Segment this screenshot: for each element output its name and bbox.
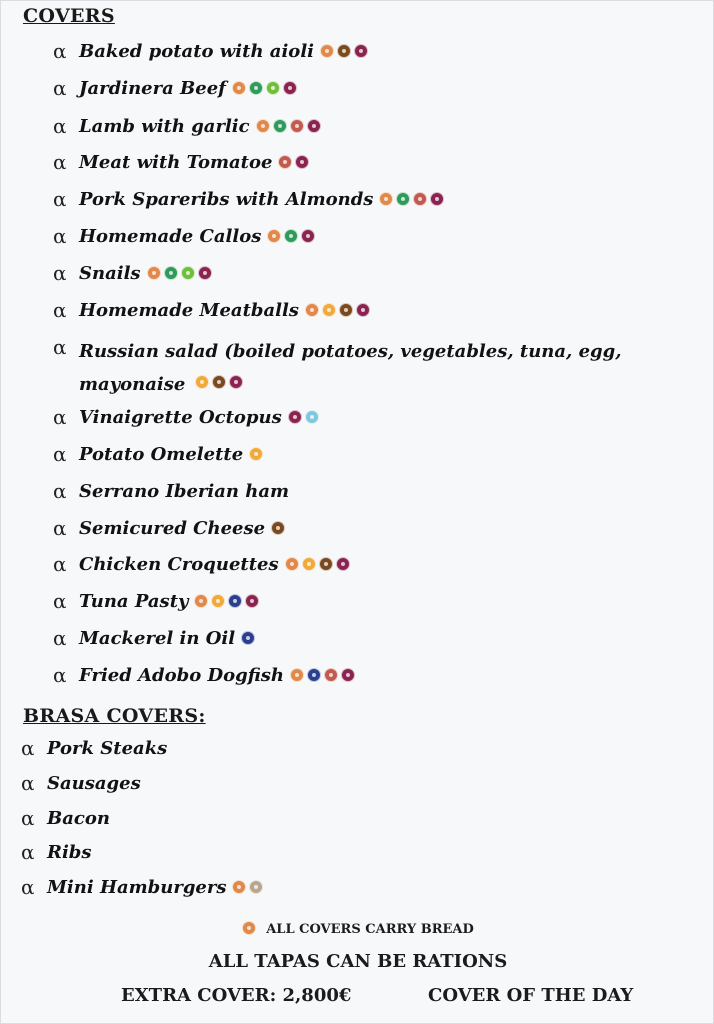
menu-item: [21, 771, 141, 795]
celery-icon: [249, 81, 263, 95]
bread-note-text: ALL COVERS CARRY BREAD: [266, 922, 474, 937]
bread-note: [1, 921, 714, 937]
allergen-icons: [147, 266, 212, 280]
menu-item: [21, 840, 92, 864]
wheat-icon: [285, 557, 299, 571]
menu-item-label: Snails: [79, 262, 141, 284]
mustard-icon: [337, 44, 351, 58]
menu-item-label: Baked potato with aioli: [79, 40, 314, 62]
menu-item-label: Homemade Meatballs: [79, 299, 299, 321]
menu-item: [21, 806, 110, 830]
celery-icon: [284, 229, 298, 243]
bullet-alpha: α: [53, 589, 67, 613]
bullet-alpha: α: [53, 150, 67, 174]
menu-item: [53, 224, 315, 248]
celery-icon: [396, 192, 410, 206]
menu-item-label: Tuna Pasty: [79, 590, 189, 612]
peanut-icon: [324, 668, 338, 682]
allergen-icons: [271, 521, 285, 535]
sulphites-icon: [245, 594, 259, 608]
bullet-alpha: α: [53, 224, 67, 248]
wheat-icon: [256, 119, 270, 133]
wheat-icon: [232, 880, 246, 894]
fish-icon: [241, 631, 255, 645]
egg-icon: [249, 447, 263, 461]
menu-item: [21, 875, 263, 899]
sulphites-icon: [283, 81, 297, 95]
cover-of-the-day: COVER OF THE DAY: [428, 985, 634, 1006]
wheat-icon: [320, 44, 334, 58]
celery-icon: [164, 266, 178, 280]
menu-item: [53, 663, 355, 687]
allergen-icons: [379, 192, 444, 206]
egg-icon: [302, 557, 316, 571]
sesame-icon: [249, 880, 263, 894]
allergen-icons: [285, 557, 350, 571]
menu-item: [53, 76, 297, 100]
bullet-alpha: α: [53, 114, 67, 138]
lupin-icon: [266, 81, 280, 95]
menu-item: [53, 114, 321, 138]
allergen-icons: [195, 375, 243, 389]
allergen-icons: [320, 44, 368, 58]
allergen-icons: [194, 594, 259, 608]
egg-icon: [211, 594, 225, 608]
bullet-alpha: α: [53, 261, 67, 285]
bullet-alpha: α: [21, 875, 35, 899]
bullet-alpha: α: [53, 442, 67, 466]
menu-item-label: Bacon: [47, 807, 110, 829]
menu-item: [53, 589, 259, 613]
menu-item: [53, 552, 350, 576]
bullet-alpha: α: [53, 626, 67, 650]
sulphites-icon: [229, 375, 243, 389]
allergen-icons: [278, 155, 309, 169]
covers-section-title: COVERS: [23, 5, 115, 27]
wheat-icon: [267, 229, 281, 243]
menu-item-label: Russian salad (boiled potatoes, vegetables, tuna, egg, mayonaise: [79, 341, 622, 395]
menu-item-label: Homemade Callos: [79, 225, 262, 247]
bullet-alpha: α: [53, 479, 67, 503]
peanut-icon: [290, 119, 304, 133]
sulphites-icon: [341, 668, 355, 682]
wheat-icon: [232, 81, 246, 95]
allergen-icons: [288, 410, 319, 424]
bullet-alpha: α: [53, 298, 67, 322]
menu-item: [53, 405, 319, 429]
menu-item-label: Pork Steaks: [47, 737, 168, 759]
sulphites-icon: [307, 119, 321, 133]
allergen-icons: [232, 81, 297, 95]
bullet-alpha: α: [21, 840, 35, 864]
menu-item: [53, 335, 639, 401]
bullet-alpha: α: [53, 552, 67, 576]
menu-item-label: Sausages: [47, 772, 141, 794]
menu-item: [53, 261, 212, 285]
menu-item: [53, 187, 444, 211]
menu-item-label: Serrano Iberian ham: [79, 480, 290, 502]
menu-item-label: Semicured Cheese: [79, 517, 266, 539]
allergen-icons: [256, 119, 321, 133]
bullet-alpha: α: [53, 335, 67, 359]
bullet-alpha: α: [53, 39, 67, 63]
wheat-icon: [242, 921, 256, 935]
sulphites-icon: [295, 155, 309, 169]
menu-item-label: Vinaigrette Octopus: [79, 406, 282, 428]
menu-item-label: Lamb with garlic: [79, 115, 250, 137]
egg-icon: [322, 303, 336, 317]
menu-item: [53, 516, 285, 540]
bullet-alpha: α: [53, 76, 67, 100]
menu-item-label: Meat with Tomatoe: [79, 151, 273, 173]
bullet-alpha: α: [21, 736, 35, 760]
menu-item: [53, 150, 309, 174]
wheat-icon: [379, 192, 393, 206]
menu-item-label: Mini Hamburgers: [47, 876, 227, 898]
allergen-icons: [249, 447, 263, 461]
peanut-icon: [413, 192, 427, 206]
sulphites-icon: [301, 229, 315, 243]
fish-icon: [307, 668, 321, 682]
allergen-icons: [305, 303, 370, 317]
menu-item-label: Ribs: [47, 841, 92, 863]
wheat-icon: [290, 668, 304, 682]
sulphites-icon: [288, 410, 302, 424]
sulphites-icon: [356, 303, 370, 317]
sulphites-icon: [354, 44, 368, 58]
lupin-icon: [181, 266, 195, 280]
brasa-section-title: BRASA COVERS:: [23, 705, 206, 727]
mustard-icon: [339, 303, 353, 317]
menu-item-label: Chicken Croquettes: [79, 553, 279, 575]
menu-item: [21, 736, 167, 760]
bullet-alpha: α: [53, 516, 67, 540]
mollusc-icon: [305, 410, 319, 424]
menu-item-label: Fried Adobo Dogfish: [79, 664, 285, 686]
bullet-alpha: α: [21, 806, 35, 830]
allergen-icons: [290, 668, 355, 682]
sulphites-icon: [198, 266, 212, 280]
allergen-icons: [232, 880, 263, 894]
egg-icon: [195, 375, 209, 389]
extra-cover-price: EXTRA COVER: 2,800€: [121, 985, 352, 1006]
allergen-icons: [241, 631, 255, 645]
menu-item: [53, 479, 289, 503]
menu-item-label: Jardinera Beef: [79, 77, 226, 99]
wheat-icon: [305, 303, 319, 317]
menu-item-label: Pork Spareribs with Almonds: [79, 188, 374, 210]
menu-item: [53, 298, 370, 322]
sulphites-icon: [430, 192, 444, 206]
celery-icon: [273, 119, 287, 133]
menu-item-label: Potato Omelette: [79, 443, 244, 465]
bullet-alpha: α: [21, 771, 35, 795]
bullet-alpha: α: [53, 405, 67, 429]
bullet-alpha: α: [53, 663, 67, 687]
fish-icon: [228, 594, 242, 608]
mustard-icon: [271, 521, 285, 535]
bullet-alpha: α: [53, 187, 67, 211]
wheat-icon: [147, 266, 161, 280]
allergen-icons: [267, 229, 315, 243]
mustard-icon: [212, 375, 226, 389]
menu-item: [53, 626, 255, 650]
peanut-icon: [278, 155, 292, 169]
sulphites-icon: [336, 557, 350, 571]
menu-item-label: Mackerel in Oil: [79, 627, 236, 649]
rations-note: ALL TAPAS CAN BE RATIONS: [208, 951, 508, 972]
menu-item: [53, 39, 368, 63]
wheat-icon: [194, 594, 208, 608]
mustard-icon: [319, 557, 333, 571]
menu-item: [53, 442, 263, 466]
